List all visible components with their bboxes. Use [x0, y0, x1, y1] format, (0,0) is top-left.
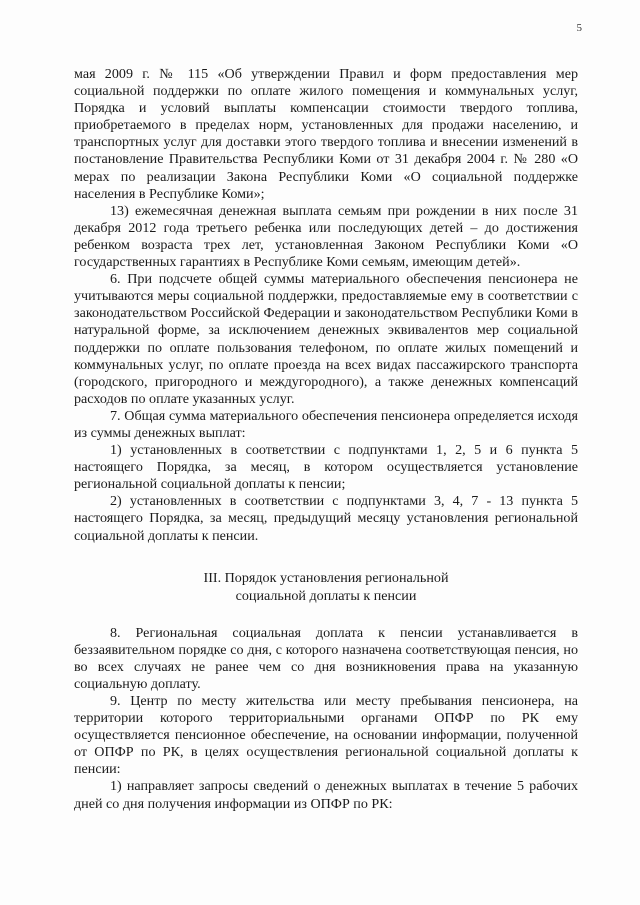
paragraph-item-13: 13) ежемесячная денежная выплата семьям при рождении в них после 31 декабря 2012 года третьего ребенка или последующих детей – до достижения ребенком возраста трех лет, установленная Законом Республики Коми «О государственных гарантиях в Республике Коми семьям, имеющим детей». — [74, 202, 578, 271]
section-heading-line-1: III. Порядок установления региональной — [203, 569, 449, 586]
section-heading — [74, 569, 578, 605]
paragraph-item-8: 8. Региональная социальная доплата к пенсии устанавливается в беззаявительном порядке со дня, с которого назначена соответствующая пенсия, но во всех случаях не ранее чем со дня возникновения права на указанную социальную доплату. — [74, 624, 578, 692]
document-body — [74, 66, 578, 813]
paragraph-item-7-1: 1) установленных в соответствии с подпунктами 1, 2, 5 и 6 пункта 5 настоящего Порядка, за месяц, в котором осуществляется установление региональной социальной доплаты к пенсии; — [74, 442, 578, 493]
paragraph-item-7: 7. Общая сумма материального обеспечения пенсионера определяется исходя из суммы денежных выплат: — [74, 407, 578, 441]
paragraph-item-9-1: 1) направляет запросы сведений о денежных выплатах в течение 5 рабочих дней со дня получения информации из ОПФР по РК: — [74, 778, 578, 812]
page-number: 5 — [576, 22, 582, 34]
paragraph-continuation: мая 2009 г. № 115 «Об утверждении Правил и форм предоставления мер социальной поддержки по оплате жилого помещения и коммунальных услуг, Порядка и условий выплаты компенсации стоимости твердого топлива, приобретаемого в пределах норм, установленных для продажи населению, и транспортных услуг для доставки этого твердого топлива и внесении изменений в постановление Правительства Республики Коми от 31 декабря 2004 г. № 280 «О мерах по реализации Закона Республики Коми «О социальной поддержке населения в Республике Коми»; — [74, 66, 578, 202]
section-heading-line-2: социальной доплаты к пенсии — [235, 587, 417, 604]
paragraph-item-6: 6. При подсчете общей суммы материального обеспечения пенсионера не учитываются меры социальной поддержки, предоставляемые ему в соответствии с законодательством Российской Федерации и законодательством Республики Коми в натуральной форме, за исключением денежных эквивалентов мер социальной поддержки по оплате пользования телефоном, по оплате жилых помещений и коммунальных услуг, по оплате проезда на всех видах пассажирского транспорта (городского, пригородного и междугородного), а также денежных компенсаций расходов по оплате указанных услуг. — [74, 271, 578, 407]
paragraph-item-7-2: 2) установленных в соответствии с подпунктами 3, 4, 7 - 13 пункта 5 настоящего Порядка, за месяц, предыдущий месяцу установления региональной социальной доплаты к пенсии. — [74, 493, 578, 544]
paragraph-item-9: 9. Центр по месту жительства или месту пребывания пенсионера, на территории которого территориальными органами ОПФР по РК ему осуществляется пенсионное обеспечение, на основании информации, полученной от ОПФР по РК, в целях осуществления региональной социальной доплаты к пенсии: — [74, 693, 578, 778]
